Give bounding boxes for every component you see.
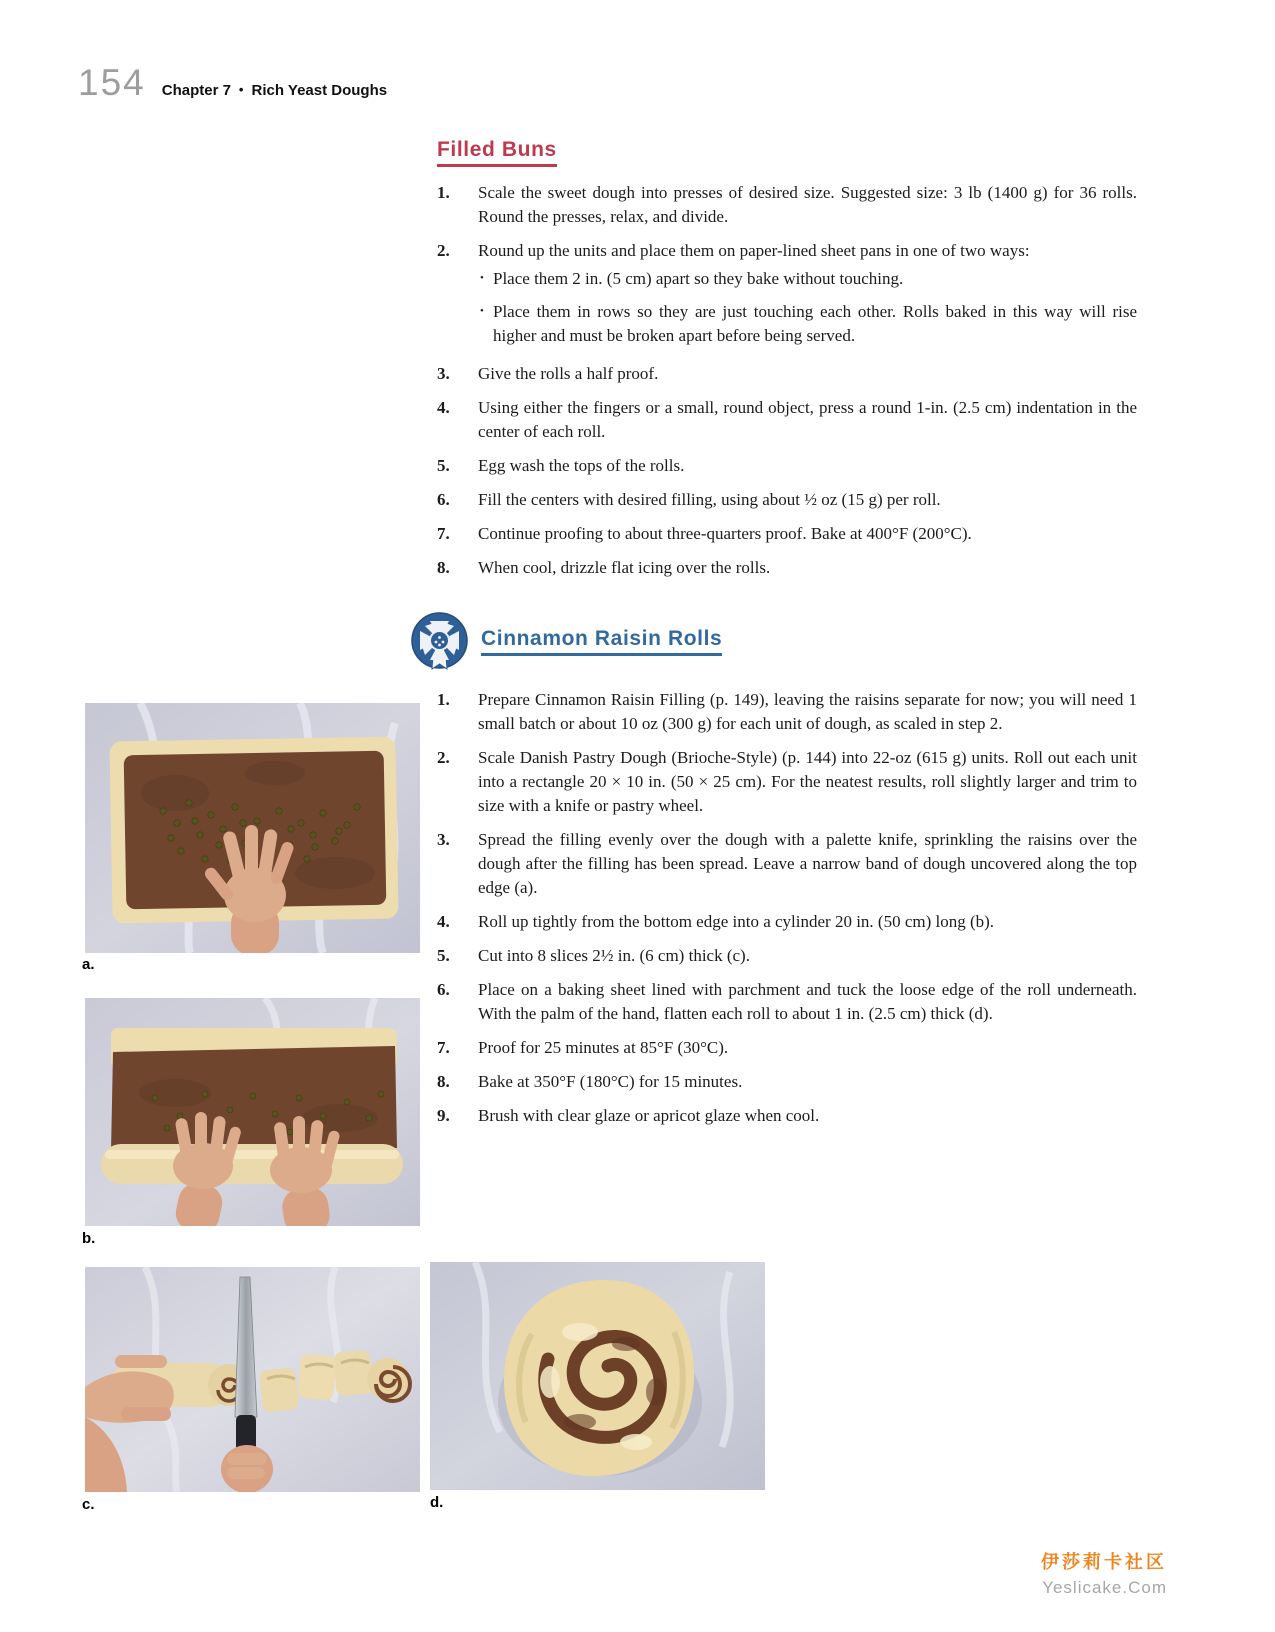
section-head-cinnamon-raisin-rolls <box>411 610 1137 674</box>
bullet-marker: • <box>480 305 484 317</box>
chapter-title: Rich Yeast Doughs <box>251 82 388 99</box>
chapter-heading <box>162 82 387 99</box>
procedure-step: 7. Continue proofing to about three-quarters proof. Bake at 400°F (200°C). <box>437 524 972 543</box>
procedure-step: 1. Scale the sweet dough into presses of desired size. Suggested size: 3 lb (1400 g) for 36 rolls. Round the presses, relax, and divide. <box>437 183 1137 226</box>
procedure-step: 3. Spread the filling evenly over the dough with a palette knife, sprinkling the raisins over the dough after the filling has been spread. Leave a narrow band of dough uncovered along the top edge (a). <box>437 829 1137 897</box>
bullet-item: • Place them in rows so they are just touching each other. Rolls baked in this way will rise higher and must be broken apart before being served. <box>480 300 1137 348</box>
procedure-step: 3. Give the rolls a half proof. <box>437 364 659 383</box>
watermark <box>1041 1548 1167 1598</box>
photo-a-spreading-filling <box>85 703 420 953</box>
procedure-column <box>437 138 1137 1138</box>
procedure-step: 8. When cool, drizzle flat icing over the rolls. <box>437 558 771 577</box>
bullet-marker: • <box>480 272 484 284</box>
procedure-step: 9. Brush with clear glaze or apricot glaze when cool. <box>437 1105 820 1125</box>
photo-b-rolling-cylinder <box>85 998 420 1226</box>
photo-a-label: a. <box>82 956 95 973</box>
procedure-step: 4. Using either the fingers or a small, round object, press a round 1-in. (2.5 cm) indentation in the center of each roll. <box>437 398 1137 441</box>
procedure-step: 2. Round up the units and place them on paper-lined sheet pans in one of two ways: <box>437 241 1030 260</box>
chapter-label: Chapter 7 <box>161 82 231 99</box>
procedure-step: 2. Scale Danish Pastry Dough (Brioche-Style) (p. 144) into 22-oz (615 g) units. Roll out each unit into a rectangle 20 × 10 in. (50 × 25 cm). For the neatest results, roll slightly larger and trim to size with a knife or pastry wheel. <box>437 747 1137 815</box>
medal-icon <box>411 612 468 672</box>
procedure-step: 6. Fill the centers with desired filling, using about ½ oz (15 g) per roll. <box>437 490 941 509</box>
watermark-site-name-en: Yeslicake.Com <box>1042 1578 1167 1597</box>
section-title-cinnamon-raisin-rolls: Cinnamon Raisin Rolls <box>481 627 722 656</box>
watermark-site-name-cn: 伊莎莉卡社区 <box>1041 1552 1167 1572</box>
photo-d-label: d. <box>430 1494 444 1511</box>
running-head <box>78 62 387 104</box>
photo-b-label: b. <box>82 1230 96 1247</box>
page-number: 154 <box>78 62 146 103</box>
procedure-step: 8. Bake at 350°F (180°C) for 15 minutes. <box>437 1071 743 1091</box>
procedure-step: 5. Egg wash the tops of the rolls. <box>437 456 685 475</box>
filled-buns-steps <box>437 181 1137 263</box>
photo-d-finished-roll <box>430 1262 765 1490</box>
photo-c-label: c. <box>82 1496 95 1513</box>
photo-c-cutting-slices <box>85 1267 420 1492</box>
procedure-step: 1. Prepare Cinnamon Raisin Filling (p. 149), leaving the raisins separate for now; you will need 1 small batch or about 10 oz (300 g) for each unit of dough, as scaled in step 2. <box>437 689 1137 733</box>
chapter-bullet: • <box>238 82 244 97</box>
procedure-step: 6. Place on a baking sheet lined with parchment and tuck the loose edge of the roll underneath. With the palm of the hand, flatten each roll to about 1 in. (2.5 cm) thick (d). <box>437 979 1137 1023</box>
filled-buns-steps-continued <box>437 362 1137 580</box>
bullet-item: • Place them 2 in. (5 cm) apart so they bake without touching. <box>480 267 1137 291</box>
procedure-step: 5. Cut into 8 slices 2½ in. (6 cm) thick (c). <box>437 945 750 965</box>
procedure-step: 4. Roll up tightly from the bottom edge into a cylinder 20 in. (50 cm) long (b). <box>437 911 995 931</box>
section-title-filled-buns: Filled Buns <box>437 138 557 167</box>
procedure-step: 7. Proof for 25 minutes at 85°F (30°C). <box>437 1037 729 1057</box>
placement-options-list <box>480 267 1137 348</box>
cinnamon-raisin-steps <box>437 688 1137 1128</box>
